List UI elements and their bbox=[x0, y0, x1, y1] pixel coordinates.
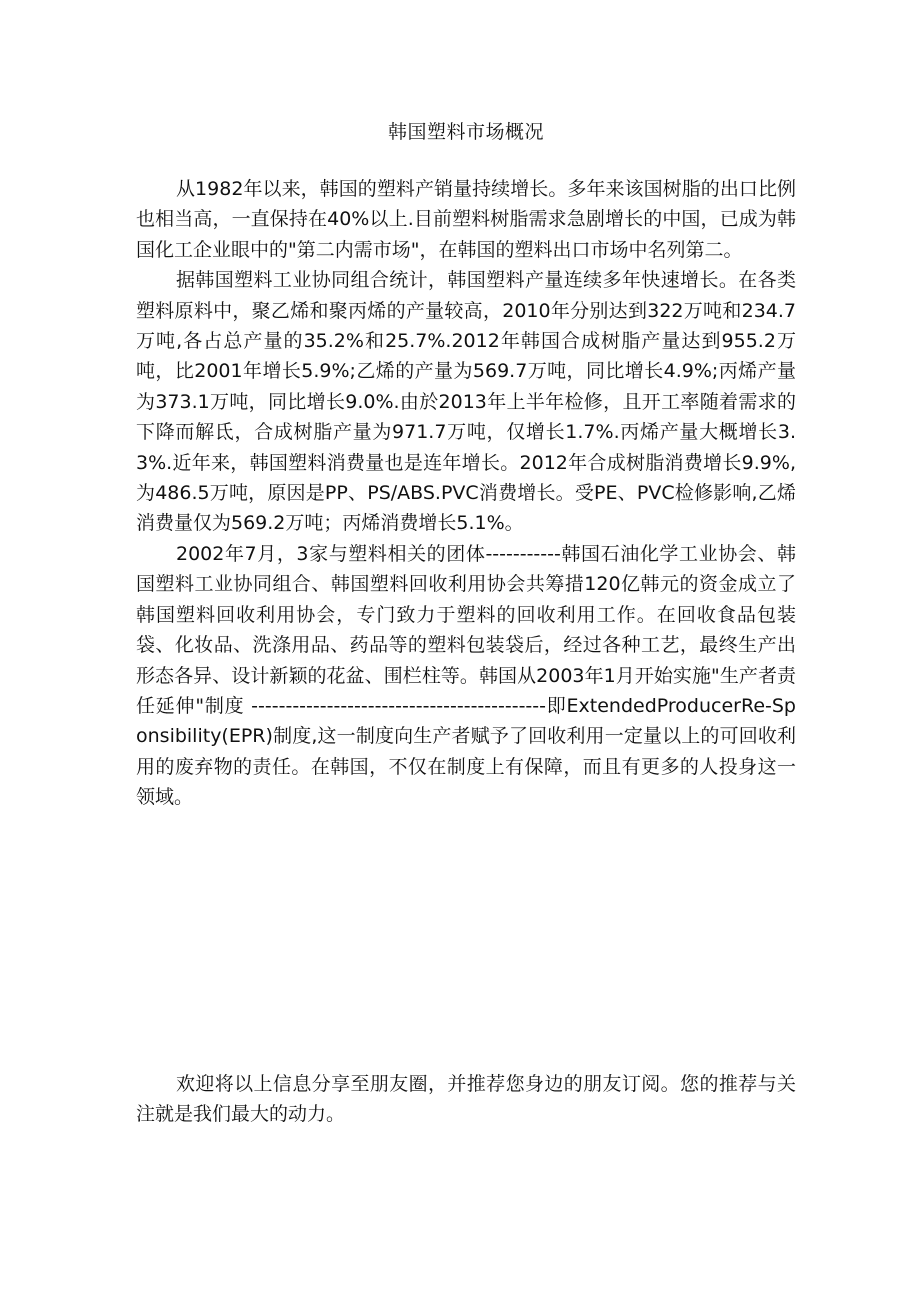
document-title: 韩国塑料市场概况 bbox=[387, 121, 544, 143]
closing-paragraph: 欢迎将以上信息分享至朋友圈，并推荐您身边的朋友订阅。您的推荐与关注就是我们最大的动力。 bbox=[136, 1073, 796, 1126]
closing-note bbox=[136, 1069, 796, 1130]
paragraph-recycling-association: 2002年7月，3家与塑料相关的团体-----------韩国石油化学工业协会、韩国塑料工业协同组合、韩国塑料回收利用协会共筹措120亿韩元的资金成立了韩国塑料回收利用协会，专门致力于塑料的回收利用工作。在回收食品包装袋、化妆品、洗涤用品、药品等的塑料包装袋后，经过各种工艺，最终生产出形态各异、设计新颖的花盆、围栏柱等。韩国从2003年1月开始实施"生产者责任延伸"制度 -------------------------------------------即ExtendedProducerRe-Sponsibility(EPR)制度,这一制度向生产者赋予了回收利用一定量以上的可回收利用的废弃物的责任。在韩国，不仅在制度上有保障，而且有更多的人投身这一领域。 bbox=[136, 542, 796, 809]
document-body bbox=[136, 174, 796, 813]
paragraph-export-overview: 从1982年以来，韩国的塑料产销量持续增长。多年来该国树脂的出口比例也相当高，一直保持在40%以上.目前塑料树脂需求急剧增长的中国，已成为韩国化工企业眼中的"第二内需市场"，在韩国的塑料出口市场中名列第二。 bbox=[136, 178, 796, 261]
paragraph-production-statistics: 据韩国塑料工业协同组合统计，韩国塑料产量连续多年快速增长。在各类塑料原料中，聚乙烯和聚丙烯的产量较高，2010年分别达到322万吨和234.7万吨,各占总产量的35.2%和25.7%.2012年韩国合成树脂产量达到955.2万吨，比2001年增长5.9%;乙烯的产量为569.7万吨，同比增长4.9%;丙烯产量为373.1万吨，同比增长9.0%.由於2013年上半年检修，且开工率随着需求的下降而解氐，合成树脂产量为971.7万吨，仅增长1.7%.丙烯产量大概增长3.3%.近年来，韩国塑料消费量也是连年增长。2012年合成树脂消费增长9.9%,为486.5万吨，原因是PP、PS∕ABS.PVC消费增长。受PE、PVC检修影响,乙烯消费量仅为569.2万吨；丙烯消费增长5.1%。 bbox=[136, 269, 796, 535]
